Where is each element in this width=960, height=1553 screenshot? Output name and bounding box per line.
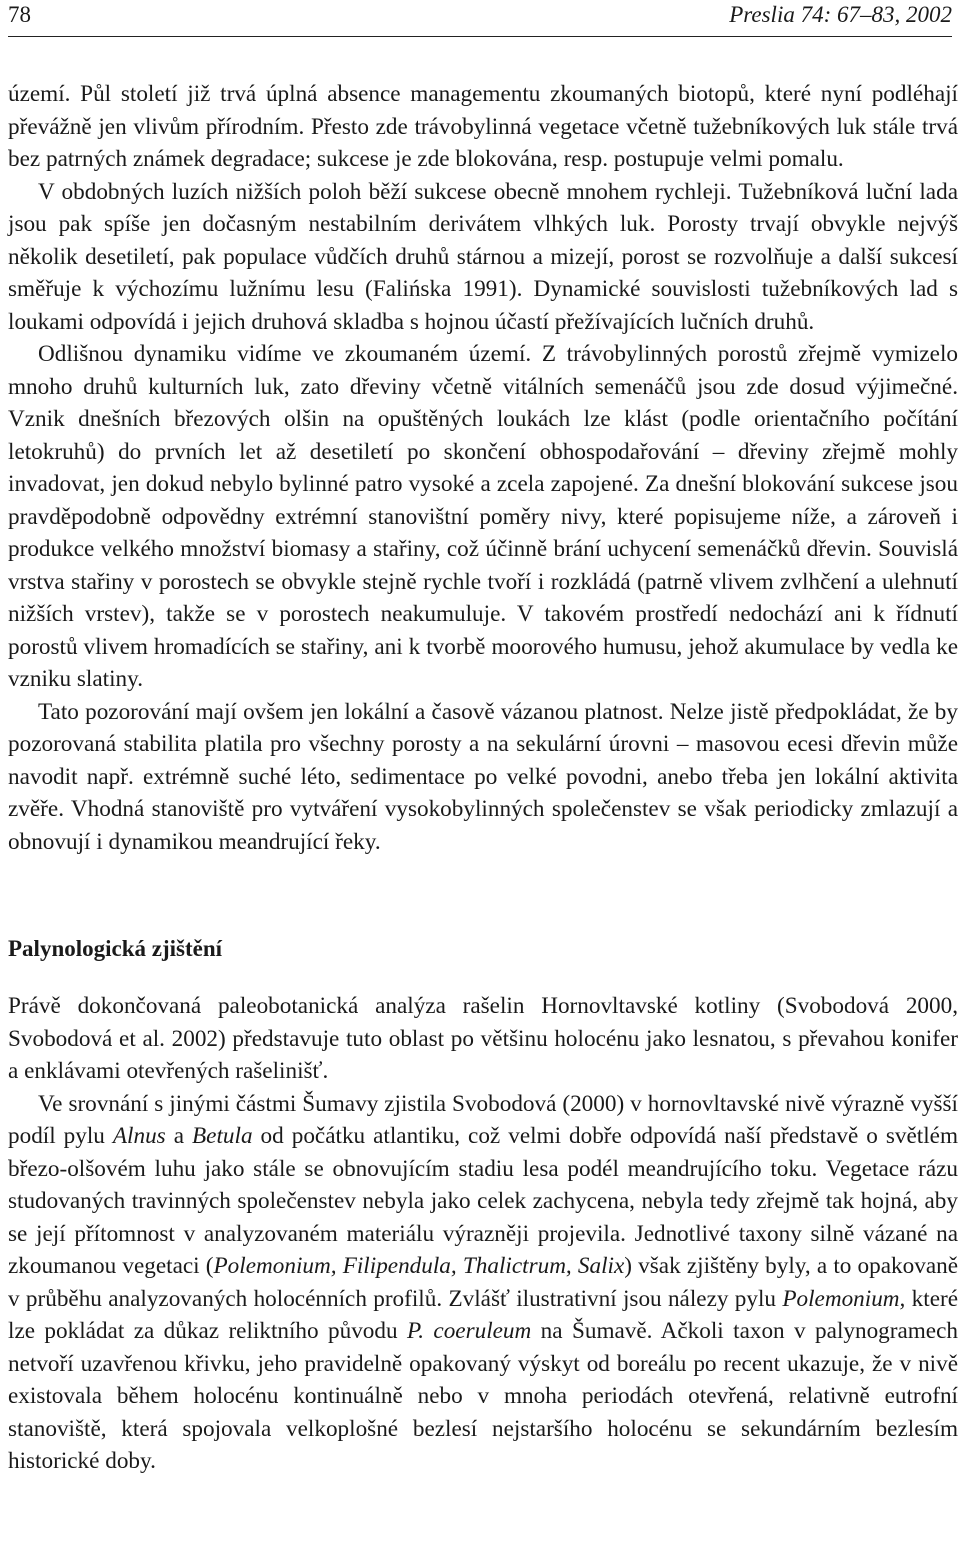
- taxon-name: Alnus: [112, 1123, 166, 1149]
- paragraph: Právě dokončovaná paleobotanická analýza rašelin Hornovltavské kotliny (Svobodová 2000, Svobodová et al. 2002) představuje tuto oblast po většinu holocénu jako lesnatou, s převahou konifer a enklávami otevřených rašelinišť.: [8, 993, 958, 1084]
- journal-reference: Preslia 74: 67–83, 2002: [729, 2, 952, 27]
- article-body: [8, 78, 958, 1478]
- taxon-name: P. coeruleum: [407, 1318, 532, 1344]
- page-number: 78: [8, 2, 31, 27]
- paragraph: V obdobných luzích nižších poloh běží sukcese obecně mnohem rychleji. Tužebníková luční lada jsou pak spíše jen dočasným nestabilním derivátem vlhkých luk. Porosty trvají obvykle nejvýš několik desetiletí, pak populace vůdčích druhů stárnou a mizejí, porost se rozvolňuje a další sukcesí směřuje k výchozímu lužnímu lesu (Falińska 1991). Dynamické souvislosti tužebníkových lad s loukami odpovídá i jejich druhová skladba s hojnou účastí přežívajících lučních druhů.: [8, 178, 958, 335]
- paragraph: Tato pozorování mají ovšem jen lokální a časově vázanou platnost. Nelze jistě předpokládat, že by pozorovaná stabilita platila pro všechny porosty a na sekulární úrovni – masovou ecesi dřevin může navodit např. extrémně suché léto, sedimentace po velké povodni, anebo třeba jen lokální aktivita zvěře. Vhodná stanoviště pro vytváření vysokobylinných společenstev se však periodicky zmlazují a obnovují i dynamikou meandrující řeky.: [8, 698, 958, 855]
- page-header: [8, 0, 952, 37]
- paragraph: území. Půl století již trvá úplná absence managementu zkoumaných biotopů, které nyní podléhají převážně jen vlivům přírodním. Přesto zde trávobylinná vegetace včetně tužebníkových luk stále trvá bez patrných známek degradace; sukcese je zde blokována, resp. postupuje velmi pomalu.: [8, 81, 958, 172]
- section-heading: Palynologická zjištění: [8, 936, 223, 961]
- taxon-name: Polemonium,: [782, 1285, 906, 1312]
- paragraph: Ve srovnání s jinými částmi Šumavy zjistila Svobodová (2000) v hornovltavské nivě výrazně vyšší podíl pylu Alnus a Betula od počátku atlantiku, což velmi dobře odpovídá naší představě o světlém březo-olšovém luhu jako stále se obnovujícím stadiu lesa podél meandrujícího toku. Vegetace rázu studovaných travinných společenstev nebyla jako celek zachycena, nebyla tedy zřejmě tak hojná, aby se její přítomnost v analyzovaném materiálu výrazněji projevila. Jednotlivé taxony silně vázané na zkoumanou vegetaci (Polemonium, Filipendula, Thalictrum, Salix) však zjištěny byly, a to opakovaně v průběhu analyzovaných holocénních profilů. Zvlášť ilustrativní jsou nálezy pylu Polemonium, které lze pokládat za důkaz reliktního původu P. coeruleum na Šumavě. Ačkoli taxon v palynogramech netvoří uzavřenou křivku, jeho pravidelně opakovaný výskyt od boreálu po recent ukazuje, že v nivě existovala během holocénu kontinuálně nebo v mnoha periodách otevřená, relativně eutrofní stanoviště, která spojovala velkoplošné bezlesí nejstaršího holocénu se sekundárním bezlesím historické doby.: [8, 1090, 959, 1474]
- paragraph: Odlišnou dynamiku vidíme ve zkoumaném území. Z trávobylinných porostů zřejmě vymizelo mnoho druhů kulturních luk, zato dřeviny včetně vitálních semenáčů jsou zde dosud výjimečné. Vznik dnešních březových olšin na opuštěných loukách lze klást (podle orientačního počítání letokruhů) do prvních let až desetiletí po skončení obhospodařování – dřeviny zřejmě mohly invadovat, jen dokud nebylo bylinné patro vysoké a zcela zapojené. Za dnešní blokování sukcese jsou pravděpodobně odpovědny extrémní stanovištní poměry nivy, které popisujeme níže, a zároveň i produkce velkého množství biomasy a stařiny, což účinně brání uchycení semenáčků dřevin. Souvislá vrstva stařiny v porostech se obvykle stejně rychle tvoří i rozkládá (patrně vlivem zvlhčení a ulehnutí nižších vrstev), takže se v porostech neakumuluje. V takovém prostředí nedochází ani k řídnutí porostů vlivem hromadících se stařiny, ani k tvorbě moorového humusu, jehož akumulace by vedla ke vzniku slatiny.: [8, 341, 958, 692]
- taxon-name: Betula: [192, 1123, 253, 1149]
- taxon-list: Polemonium, Filipendula, Thalictrum, Salix: [213, 1253, 625, 1279]
